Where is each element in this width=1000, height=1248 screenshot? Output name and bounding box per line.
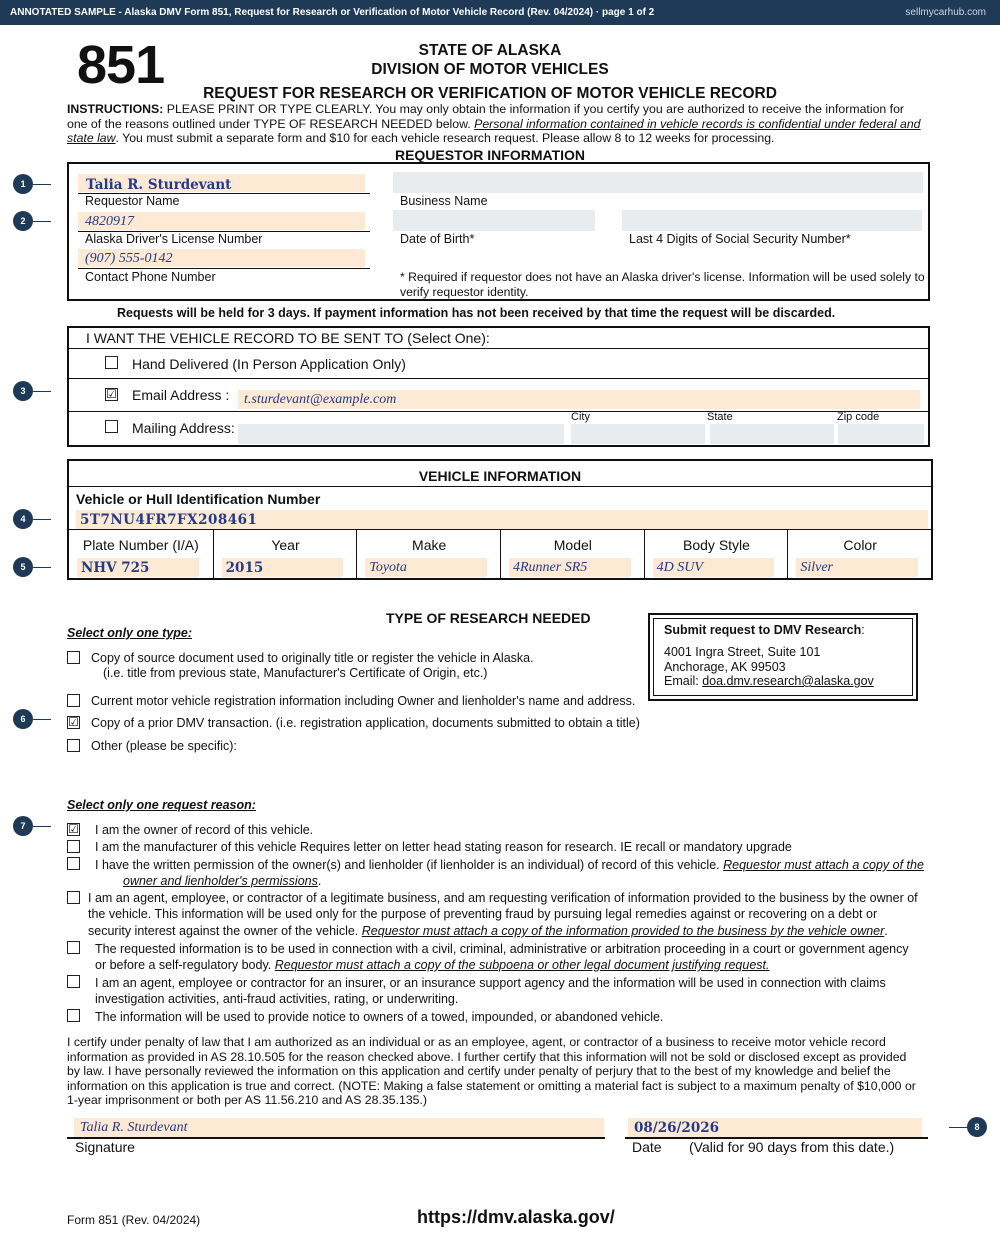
instructions-confidential: Personal information contained in vehicle records is confidential under federal and state law xyxy=(67,116,921,146)
reason3-line2: owner and lienholder's permissions. xyxy=(123,874,322,888)
vin-value: 5T7NU4FR7FX208461 xyxy=(80,512,258,528)
vehicle-value: NHV 725 xyxy=(81,560,150,576)
business-name-label: Business Name xyxy=(400,194,488,208)
reason5-line1: The requested information is to be used in connection with a civil, criminal, administrative or arbitration proceeding in a court or government agency xyxy=(95,942,909,956)
vehicle-value: Silver xyxy=(800,560,833,575)
vehicle-value: 4Runner SR5 xyxy=(513,560,588,575)
date-label: Date xyxy=(632,1139,662,1155)
instructions xyxy=(67,102,927,146)
vehicle-value: 2015 xyxy=(225,560,264,576)
reason6-line1: I am an agent, employee or contractor for an insurer, or an insurance support agency and the information will be used in connection with claims xyxy=(95,976,886,990)
state-label: State xyxy=(707,411,733,423)
mailing-label: Mailing Address: xyxy=(132,420,235,436)
form-number: 851 xyxy=(77,35,165,95)
annotation-site: sellmycarhub.com xyxy=(905,7,986,18)
vehicle-section-title: VEHICLE INFORMATION xyxy=(418,468,582,484)
marker-3-leader xyxy=(33,391,51,392)
delivery-divider-2 xyxy=(69,378,928,379)
vehicle-divider-1 xyxy=(69,486,931,487)
annotation-top-bar xyxy=(0,0,1000,25)
date-value: 08/26/2026 xyxy=(634,1120,720,1136)
reason4-text: security interest against the owner of the vehicle. xyxy=(88,924,362,938)
research-option1-sub: (i.e. title from previous state, Manufacturer's Certificate of Origin, etc.) xyxy=(103,666,488,680)
email-label: Email Address : xyxy=(132,387,230,403)
submit-address-line2: Anchorage, AK 99503 xyxy=(664,660,786,674)
ssn-field[interactable] xyxy=(622,210,922,231)
vehicle-columns xyxy=(69,529,931,578)
reason1-checkbox[interactable]: ☑ xyxy=(68,822,79,836)
research-option4-label: Other (please be specific): xyxy=(91,739,237,753)
mailing-street-field[interactable] xyxy=(238,424,564,444)
reason4-line1: I am an agent, employee, or contractor of a legitimate business, and am requesting verification of information provided to the business by the owner of xyxy=(88,891,918,905)
research-option3-checkbox[interactable]: ☑ xyxy=(68,715,79,729)
research-option3-label: Copy of a prior DMV transaction. (i.e. registration application, documents submitted to obtain a title) xyxy=(91,716,640,730)
email-checkbox[interactable]: ☑ xyxy=(106,387,117,401)
select-type-label: Select only one type: xyxy=(67,626,193,640)
submit-box-title: Submit request to DMV Research: xyxy=(664,623,865,637)
reason5-attach: Requestor must attach a copy of the subpoena or other legal document justifying request. xyxy=(274,958,770,972)
mailing-checkbox[interactable] xyxy=(105,420,118,433)
submit-email-link[interactable]: doa.dmv.research@alaska.gov xyxy=(702,674,874,688)
reason3-permissions: owner and lienholder's permissions xyxy=(123,874,318,888)
submit-address-line1: 4001 Ingra Street, Suite 101 xyxy=(664,645,821,659)
research-title: TYPE OF RESEARCH NEEDED xyxy=(386,610,591,626)
delivery-heading: I WANT THE VEHICLE RECORD TO BE SENT TO (Select One): xyxy=(86,330,490,346)
marker-5-leader xyxy=(33,567,51,568)
reason6-checkbox[interactable] xyxy=(67,975,80,988)
delivery-divider-1 xyxy=(69,348,928,349)
footer-form-rev: Form 851 (Rev. 04/2024) xyxy=(67,1213,201,1227)
phone-line xyxy=(78,268,370,269)
research-option4-checkbox[interactable] xyxy=(67,739,80,752)
requestor-section-title: REQUESTOR INFORMATION xyxy=(394,147,586,163)
zip-label: Zip code xyxy=(837,411,880,423)
dob-label: Date of Birth* xyxy=(400,232,475,246)
hand-delivered-label: Hand Delivered (In Person Application Only) xyxy=(132,356,406,372)
license-value: 4820917 xyxy=(85,214,134,229)
vehicle-column-3 xyxy=(500,529,644,578)
annotation-marker-7: 7 xyxy=(13,816,33,836)
footer-url[interactable]: https://dmv.alaska.gov/ xyxy=(417,1207,615,1227)
annotation-title: ANNOTATED SAMPLE - Alaska DMV Form 851, Request for Research or Verification of Motor Vehicle Record (Rev. 04/2024) · page 1 of 2 xyxy=(10,7,655,18)
vehicle-value: Toyota xyxy=(369,560,407,575)
reason3-checkbox[interactable] xyxy=(67,857,80,870)
vehicle-column-header: Year xyxy=(271,537,300,553)
reason6-line2: investigation activities, anti-fraud activities, rating, or underwriting. xyxy=(95,992,459,1006)
mailing-state-field[interactable] xyxy=(710,424,834,444)
research-option2-label: Current motor vehicle registration information including Owner and lienholder's name and address. xyxy=(91,694,636,708)
vehicle-column-header: Plate Number (I/A) xyxy=(82,537,199,553)
requestor-name-value: Talia R. Sturdevant xyxy=(86,177,232,193)
reason2-label: I am the manufacturer of this vehicle Requires letter on letter head stating reason for research. IE recall or mandatory upgrade xyxy=(95,840,792,854)
reason4-line2: the vehicle. This information will be used only for the purpose of preventing fraud by pursuing legal remedies against or recovering on a debt or xyxy=(88,907,878,921)
hand-delivered-checkbox[interactable] xyxy=(105,356,118,369)
annotation-marker-8: 8 xyxy=(967,1117,987,1137)
vehicle-column-2 xyxy=(356,529,500,578)
reason4-line3: security interest against the owner of the vehicle. Requestor must attach a copy of the information provided to the business by the vehicle owner. xyxy=(88,924,888,938)
signature-line xyxy=(67,1137,605,1139)
research-option2-checkbox[interactable] xyxy=(67,694,80,707)
delivery-divider-3 xyxy=(69,411,928,412)
hold-notice: Requests will be held for 3 days. If payment information has not been received by that time the request will be discarded. xyxy=(117,306,836,320)
division-heading: DIVISION OF MOTOR VEHICLES xyxy=(371,61,609,78)
instructions-part1: PLEASE PRINT OR TYPE CLEARLY. You may only obtain the information if you certify you are authorized to receive the information for one of the reasons outlined under TYPE OF RESEARCH NEEDED below. xyxy=(67,102,905,131)
signature-label: Signature xyxy=(75,1139,135,1155)
reason7-checkbox[interactable] xyxy=(67,1009,80,1022)
signature-value: Talia R. Sturdevant xyxy=(80,1120,188,1135)
annotation-marker-6: 6 xyxy=(13,709,33,729)
requestor-name-label: Requestor Name xyxy=(85,194,180,208)
reason5-text: or before a self-regulatory body. xyxy=(95,958,275,972)
research-option1-checkbox[interactable] xyxy=(67,651,80,664)
vehicle-column-header: Make xyxy=(412,537,447,553)
marker-4-leader xyxy=(33,519,51,520)
annotation-marker-3: 3 xyxy=(13,381,33,401)
reason1-label: I am the owner of record of this vehicle. xyxy=(95,823,314,837)
phone-label: Contact Phone Number xyxy=(85,270,216,284)
research-option1-label: Copy of source document used to originally title or register the vehicle in Alaska. xyxy=(91,651,534,665)
reason4-checkbox[interactable] xyxy=(67,891,80,904)
state-heading: STATE OF ALASKA xyxy=(418,42,562,59)
marker-2-leader xyxy=(33,221,51,222)
reason5-checkbox[interactable] xyxy=(67,941,80,954)
marker-7-leader xyxy=(33,826,51,827)
marker-8-leader xyxy=(949,1127,967,1128)
vehicle-column-header: Body Style xyxy=(683,537,750,553)
marker-1-leader xyxy=(33,184,51,185)
phone-value: (907) 555-0142 xyxy=(85,251,173,266)
annotation-marker-1: 1 xyxy=(13,174,33,194)
submit-email-prefix: Email: xyxy=(664,674,703,688)
email-value: t.sturdevant@example.com xyxy=(244,392,397,407)
vehicle-column-5 xyxy=(787,529,931,578)
reason3-attach: Requestor must attach a copy of the xyxy=(723,858,924,872)
reason4-attach: Requestor must attach a copy of the information provided to the business by the vehicle owner xyxy=(361,924,885,938)
instructions-label: INSTRUCTIONS: xyxy=(67,102,164,116)
dob-field[interactable] xyxy=(393,210,595,231)
vehicle-column-1 xyxy=(213,529,357,578)
instructions-part3: . You must submit a separate form and $10 for each vehicle research request. Please allow 8 to 12 weeks for processing. xyxy=(115,131,775,146)
reason2-checkbox[interactable] xyxy=(67,840,80,853)
select-reason-label: Select only one request reason: xyxy=(67,798,256,812)
marker-6-leader xyxy=(33,719,51,720)
city-label: City xyxy=(571,411,590,423)
annotation-marker-4: 4 xyxy=(13,509,33,529)
reason3-text: I have the written permission of the owner(s) and lienholder (if lienholder is an individual) of record of this vehicle. xyxy=(95,858,724,872)
annotation-marker-2: 2 xyxy=(13,211,33,231)
certification-text: I certify under penalty of law that I am authorized as an individual or as an employee, agent, or contractor of a business to receive motor vehicle record information as provided in AS 28.10.505 for the reason checked above. I further certify that this information will not be sold or disclosed except as provided by law. I have personally reviewed the information on this application and certify under penalty of perjury that to the best of my knowledge and belief the information on this application is true and correct. (NOTE: Making a false statement or omitting a material fact is subject to a maximum penalty of $10,000 or 1-year imprisonment or both per AS 11.56.210 and AS 28.35.135.) xyxy=(67,1035,916,1107)
requestor-note: * Required if requestor does not have an Alaska driver's license. Information will be used solely to verify requestor identity. xyxy=(400,270,925,299)
vehicle-value: 4D SUV xyxy=(656,560,703,575)
vehicle-column-header: Model xyxy=(553,537,592,553)
reason3-line1 xyxy=(95,858,924,872)
mailing-city-field[interactable] xyxy=(571,424,705,444)
submit-email-line xyxy=(664,674,874,688)
business-name-field[interactable] xyxy=(393,172,923,193)
reason5-line2 xyxy=(95,958,769,972)
vin-label: Vehicle or Hull Identification Number xyxy=(76,491,321,507)
reason7-label: The information will be used to provide notice to owners of a towed, impounded, or abandoned vehicle. xyxy=(95,1010,664,1024)
vehicle-column-4 xyxy=(644,529,788,578)
submit-title-text: Submit request to DMV Research xyxy=(664,623,862,637)
vehicle-column-0 xyxy=(69,529,213,578)
mailing-zip-field[interactable] xyxy=(838,424,924,444)
license-label: Alaska Driver's License Number xyxy=(85,232,263,246)
form-title: REQUEST FOR RESEARCH OR VERIFICATION OF MOTOR VEHICLE RECORD xyxy=(203,85,777,102)
ssn-label: Last 4 Digits of Social Security Number* xyxy=(629,232,851,246)
date-validity: (Valid for 90 days from this date.) xyxy=(689,1139,895,1155)
annotation-marker-5: 5 xyxy=(13,557,33,577)
vehicle-column-header: Color xyxy=(843,537,877,553)
